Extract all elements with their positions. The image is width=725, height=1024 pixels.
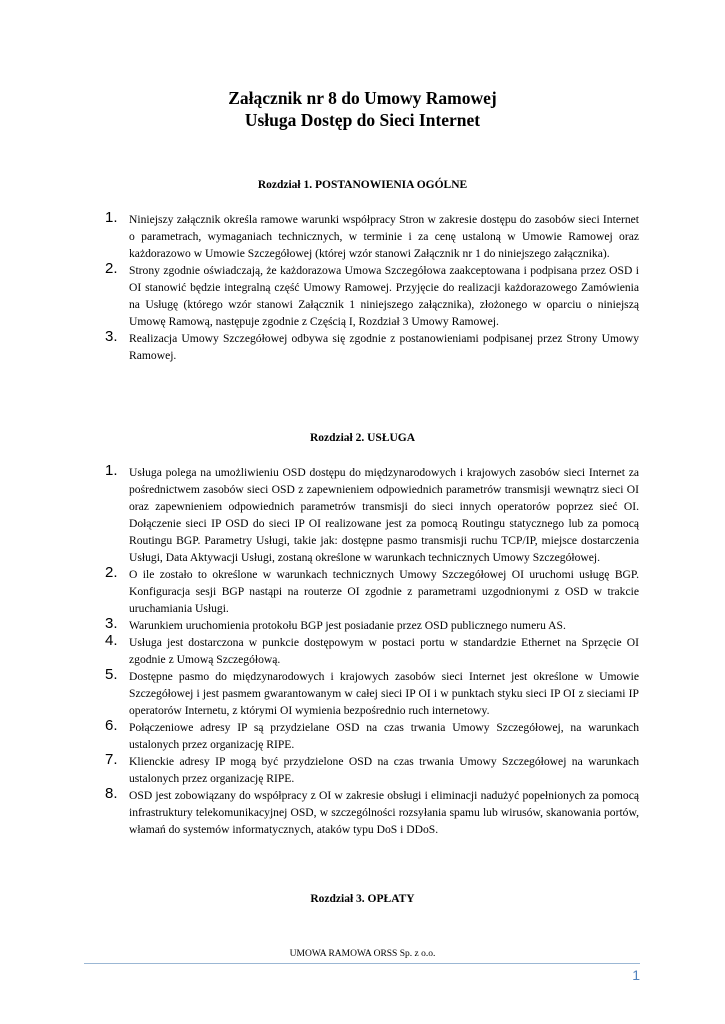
list-item-text: Niniejszy załącznik określa ramowe warunki współpracy Stron w zakresie dostępu do zasobów sieci Internet o parametrach, wymaganiach technicznych, w terminie i za cenę ustaloną w Umowie Ramowej oraz każdorazowo w Umowie Szczegółowej (której wzór stanowi Załącznik nr 1 do niniejszego załącznika). xyxy=(129,213,639,260)
list-item xyxy=(105,211,639,262)
list-item xyxy=(105,262,639,330)
list-item-number: 1. xyxy=(105,462,118,479)
list-item xyxy=(105,617,639,634)
section-2-list xyxy=(105,464,639,838)
section-heading-1: Rozdział 1. POSTANOWIENIA OGÓLNE xyxy=(257,179,468,191)
list-item-number: 8. xyxy=(105,785,118,802)
footer-text: UMOWA RAMOWA ORSS Sp. z o.o. xyxy=(289,949,436,959)
list-item xyxy=(105,566,639,617)
list-item-number: 3. xyxy=(105,615,118,632)
list-item xyxy=(105,464,639,566)
section-1-list xyxy=(105,211,639,364)
list-item xyxy=(105,787,639,838)
section-heading-3: Rozdział 3. OPŁATY xyxy=(310,893,415,905)
list-item-number: 1. xyxy=(105,209,118,226)
section-heading-2: Rozdział 2. USŁUGA xyxy=(309,432,416,444)
list-item-text: Warunkiem uruchomienia protokołu BGP jest posiadanie przez OSD publicznego numeru AS. xyxy=(129,619,566,632)
list-item-number: 5. xyxy=(105,666,118,683)
list-item-number: 2. xyxy=(105,564,118,581)
list-item-number: 4. xyxy=(105,632,118,649)
list-item-text: Usługa polega na umożliwieniu OSD dostępu do międzynarodowych i krajowych zasobów sieci Internet za pośrednictwem zasobów sieci OSD z zapewnieniem odpowiednich parametrów transmisji wewnątrz sieci OI oraz zapewnieniem odpowiednich parametrów transmisji do sieci innych operatorów poprzez sieć OI. Dołączenie sieci IP OSD do sieci IP OI realizowane jest za pomocą Routingu statycznego lub za pomocą Routingu BGP. Parametry Usługi, takie jak: dostępne pasmo transmisji ruchu TCP/IP, miejsce dostarczenia Usługi, Data Aktywacji Usługi, zostaną określone w warunkach technicznych Umowy Szczegółowej. xyxy=(129,466,639,564)
list-item-number: 7. xyxy=(105,751,118,768)
list-item-text: Usługa jest dostarczona w punkcie dostępowym w postaci portu w standardzie Ethernet na Sprzęcie OI zgodnie z Umową Szczegółową. xyxy=(129,636,639,666)
document-subtitle: Usługa Dostęp do Sieci Internet xyxy=(244,110,481,130)
document-title: Załącznik nr 8 do Umowy Ramowej xyxy=(228,88,497,108)
list-item xyxy=(105,634,639,668)
footer-divider xyxy=(84,963,640,964)
list-item-text: O ile zostało to określone w warunkach technicznych Umowy Szczegółowej OI uruchomi usługę BGP. Konfiguracja sesji BGP nastąpi na routerze OI zgodnie z parametrami uzgodnionymi z OSD w trakcie uruchamiania Usługi. xyxy=(129,568,639,615)
list-item xyxy=(105,753,639,787)
list-item-text: Strony zgodnie oświadczają, że każdorazowa Umowa Szczegółowa zaakceptowana i podpisana przez OSD i OI stanowić będzie integralną część Umowy Ramowej. Przyjęcie do realizacji każdorazowego Zamówienia na Usługę (którego wzór stanowi Załącznik 1 niniejszego załącznika), złożonego w oparciu o niniejszą Umowę Ramową, następuje zgodnie z Częścią I, Rozdział 3 Umowy Ramowej. xyxy=(129,264,639,328)
list-item-text: Realizacja Umowy Szczegółowej odbywa się zgodnie z postanowieniami podpisanej przez Strony Umowy Ramowej. xyxy=(129,332,639,362)
page-number: 1 xyxy=(632,967,640,983)
list-item-number: 2. xyxy=(105,260,118,277)
list-item-text: Klienckie adresy IP mogą być przydzielone OSD na czas trwania Umowy Szczegółowej na warunkach ustalonych przez organizację RIPE. xyxy=(129,755,639,785)
list-item-number: 3. xyxy=(105,328,118,345)
list-item-text: Dostępne pasmo do międzynarodowych i krajowych zasobów sieci Internet jest określone w Umowie Szczegółowej i jest pasmem gwarantowanym w całej sieci IP OI i w punktach styku sieci IP OI z sieciami IP operatorów Internetu, z którymi OI wymienia bezpośrednio ruch internetowy. xyxy=(129,670,639,717)
list-item-text: Połączeniowe adresy IP są przydzielane OSD na czas trwania Umowy Szczegółowej, na warunkach ustalonych przez organizację RIPE. xyxy=(129,721,639,751)
list-item xyxy=(105,668,639,719)
list-item xyxy=(105,330,639,364)
list-item-number: 6. xyxy=(105,717,118,734)
list-item xyxy=(105,719,639,753)
list-item-text: OSD jest zobowiązany do współpracy z OI w zakresie obsługi i eliminacji nadużyć popełnionych za pomocą infrastruktury telekomunikacyjnej OSD, w szczególności rozsyłania spamu lub wirusów, skanowania portów, włamań do systemów informatycznych, ataków typu DoS i DDoS. xyxy=(129,789,639,836)
